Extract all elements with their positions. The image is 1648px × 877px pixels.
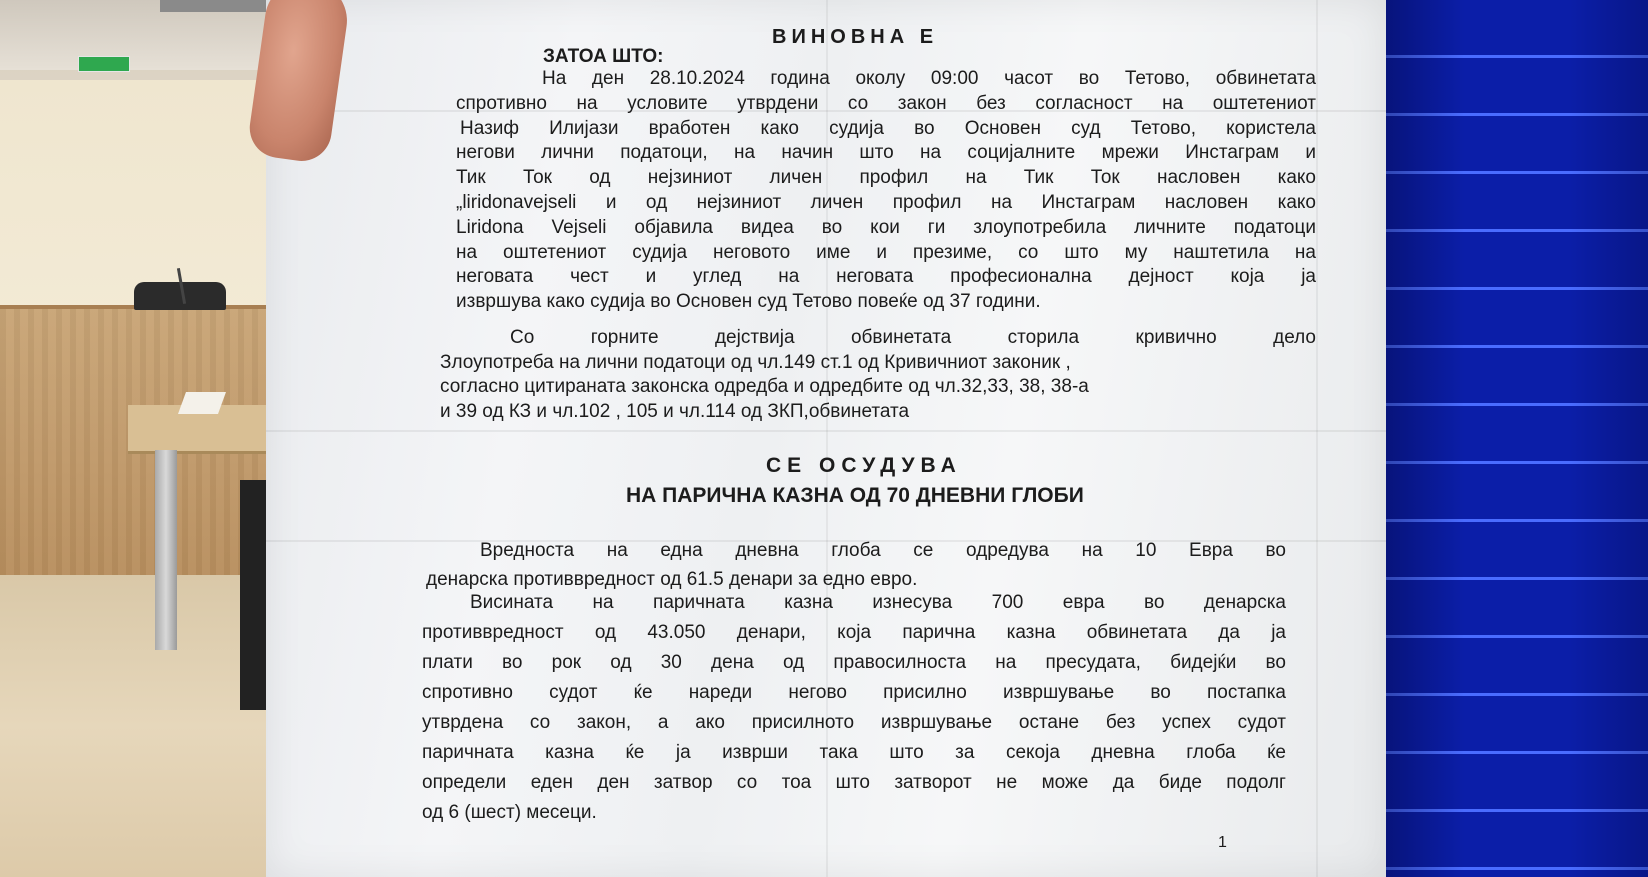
text-line: спротивно судот ќе нареди негово присилно извршување во постапка: [422, 682, 1286, 703]
text-line: плати во рок од 30 дена од правосилноста на пресудата, бидејќи во: [422, 652, 1286, 673]
page-number: 1: [1218, 834, 1227, 851]
text-line: негови лични податоци, на начин што на социјалните мрежи Инстаграм и: [456, 142, 1316, 164]
text-line: Злоупотреба на лични податоци од чл.149 ст.1 од Кривичниот законик ,: [440, 351, 1071, 373]
text-line: На ден 28.10.2024 година околу 09:00 часот во Тетово, обвинетата: [542, 68, 1316, 89]
blue-striped-background: [1386, 0, 1648, 877]
text-line: на оштетениот судија неговото име и презиме, со што му наштетила на: [456, 241, 1316, 263]
courtroom-photo: [0, 0, 266, 877]
text-line: согласно цитираната законска одредба и одредбите од чл.32,33, 38, 38-а: [440, 376, 1089, 397]
text-line: противвредност од 43.050 денари, која парична казна обвинетата да ја: [422, 622, 1286, 643]
text-line: паричната казна ќе ја изврши така што за секоја дневна глоба ќе: [422, 742, 1286, 763]
text-line: неговата чест и углед на неговата професионална дејност која ја: [456, 266, 1316, 288]
court-verdict-document: [266, 0, 1386, 877]
text-line: Вредноста на една дневна глоба се одредува на 10 Евра во: [480, 540, 1286, 561]
text-line: „liridonavejseli и од нејзиниот личен профил на Инстаграм насловен како: [456, 192, 1316, 213]
text-line: Тик Ток од нејзиниот личен профил на Тик Ток насловен како: [456, 167, 1316, 189]
heading-fine: НА ПАРИЧНА КАЗНА ОД 70 ДНЕВНИ ГЛОБИ: [626, 484, 1084, 507]
text-line: Liridona Vejseli објавила видеа во кои ги злоупотребила личните податоци: [456, 216, 1316, 238]
text-line: спротивно на условите утврдени со закон без согласност на оштетениот: [456, 92, 1316, 114]
text-line: Висината на паричната казна изнесува 700 евра во денарска: [470, 592, 1286, 613]
text-line: утврдена со закон, а ако присилното извршување остане без успех судот: [422, 712, 1286, 733]
text-line: од 6 (шест) месеци.: [422, 802, 597, 823]
text-line: Назиф Илијази вработен како судија во Основен суд Тетово, користела: [460, 117, 1316, 139]
heading-guilty: ВИНОВНА Е: [772, 26, 939, 48]
exit-sign-icon: [78, 56, 130, 72]
heading-sentenced: СЕ ОСУДУВА: [766, 454, 962, 477]
text-line: извршува како судија во Основен суд Тетово повеќе од 37 години.: [456, 291, 1041, 313]
nameplate: [178, 392, 226, 414]
text-line: денарска противвредност од 61.5 денари за едно евро.: [426, 569, 918, 590]
text-line: и 39 од КЗ и чл.102 , 105 и чл.114 од ЗКП,обвинетата: [440, 400, 910, 422]
text-line: Со горните дејствија обвинетата сторила кривично дело: [510, 327, 1316, 348]
section-because: ЗАТОА ШТО:: [543, 46, 664, 67]
text-line: определи еден ден затвор со тоа што затворот не може да биде подолг: [422, 772, 1286, 793]
